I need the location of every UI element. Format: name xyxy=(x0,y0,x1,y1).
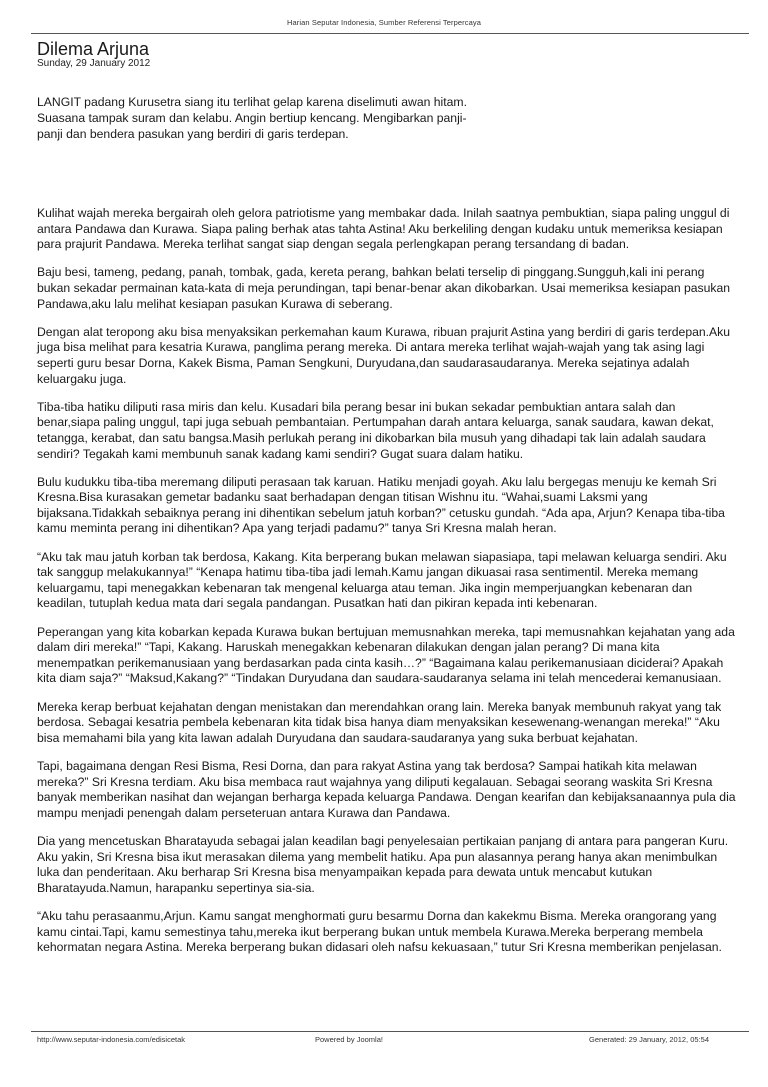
article-paragraph: Bulu kudukku tiba-tiba meremang diliputi perasaan tak karuan. Hatiku menjadi goyah. Aku lalu bergegas menuju ke kemah Sri Kresna.Bisa kurasakan gemetar badanku saat berhadapan dengan titisan Wishnu itu. “Wahai,suami Laksmi yang bijaksana.Tidakkah sebaiknya perang ini dihentikan sebelum jatuh korban?” cetusku gundah. “Ada apa, Arjun? Kenapa tiba-tiba kamu meminta perang ini dihentikan? Apa yang terjadi padamu?” tanya Sri Kresna malah heran. xyxy=(37,474,725,536)
article-title: Dilema Arjuna xyxy=(37,39,150,59)
article-paragraph: “Aku tahu perasaanmu,Arjun. Kamu sangat menghormati guru besarmu Dorna dan kakekmu Bisma. Mereka orangorang yang kamu cintai.Tapi, kamu semestinya tahu,mereka ikut berperang bukan untuk membela Kurawa.Mereka berperang membela kehormatan negara Astina. Mereka berperang bukan didasari oleh nafsu kekuasaan,” tutur Sri Kresna memberikan penjelasan. xyxy=(37,908,722,955)
article-lead: LANGIT padang Kurusetra siang itu terlihat gelap karena diselimuti awan hitam. Suasana tampak suram dan kelabu. Angin bertiup kencang. Mengibarkan panji-panji dan bendera pasukan yang berdiri di garis terdepan. xyxy=(37,95,467,141)
article-paragraph: Baju besi, tameng, pedang, panah, tombak, gada, kereta perang, bahkan belati terselip di pinggang.Sungguh,kali ini perang bukan sekadar permainan kata-kata di meja perundingan, tapi benar-benar akan dikobarkan. Usai memeriksa kesiapan pasukan Pandawa,aku lalu melihat kesiapan pasukan Kurawa di seberang. xyxy=(37,265,731,311)
article-paragraph: Tiba-tiba hatiku diliputi rasa miris dan kelu. Kusadari bila perang besar ini bukan sekadar pembuktian antara salah dan benar,siapa paling unggul, tapi juga sebuah pembantaian. Pertumpahan darah antara keluarga, sanak saudara, kawan dekat, tetangga, kerabat, dan satu bangsa.Masih perlukah perang ini dikobarkan bila musuh yang dihadapi tak lain adalah saudara sendiri? Tegakah kami membunuh sanak kadang kami sendiri? Gugat suara dalam hatiku. xyxy=(37,399,714,461)
footer-powered-by: Powered by Joomla! xyxy=(315,1035,383,1044)
article-body xyxy=(37,206,737,968)
footer-url-link[interactable]: http://www.seputar-indonesia.com/edisicetak xyxy=(37,1035,185,1044)
site-tagline: Harian Seputar Indonesia, Sumber Referensi Terpercaya xyxy=(286,18,481,27)
article-date: Sunday, 29 January 2012 xyxy=(37,58,151,69)
header-divider xyxy=(31,33,749,34)
footer-generated-timestamp: Generated: 29 January, 2012, 05:54 xyxy=(589,1035,709,1044)
article-paragraph: Dia yang mencetuskan Bharatayuda sebagai jalan keadilan bagi penyelesaian pertikaian panjang di antara para pangeran Kuru. Aku yakin, Sri Kresna bisa ikut merasakan dilema yang membelit hatiku. Apa pun alasannya perang hanya akan menimbulkan luka dan penderitaan. Aku berharap Sri Kresna bisa menyampaikan kepada para dewata untuk mencabut kutukan Bharatayuda.Namun, harapanku sepertinya sia-sia. xyxy=(37,833,729,895)
article-paragraph: Tapi, bagaimana dengan Resi Bisma, Resi Dorna, dan para rakyat Astina yang tak berdosa? Sampai hatikah kita melawan mereka?” Sri Kresna terdiam. Aku bisa membaca raut wajahnya yang diliputi kegalauan. Sebagai seorang waskita Sri Kresna banyak memberikan nasihat dan wejangan berharga kepada keluarga Pandawa. Dengan kearifan dan kebijaksanaannya pula dia mampu menjadi penengah dalam perseteruan antara Kurawa dan Pandawa. xyxy=(37,758,736,820)
article-paragraph: “Aku tak mau jatuh korban tak berdosa, Kakang. Kita berperang bukan melawan siapasiapa, tapi melawan keluarga sendiri. Aku tak sanggup melakukannya!” “Kenapa hatimu tiba-tiba jadi lemah.Kamu jangan dikuasai rasa sentimentil. Mereka memang keluargamu, tapi menegakkan kebenaran tak mengenal keluarga atau teman. Jika ingin memperjuangkan kebenaran dan keadilan, tutuplah kedua mata dari segala pandangan. Pusatkan hati dan pikiran kepada inti kebenaran. xyxy=(37,549,727,611)
article-paragraph: Mereka kerap berbuat kejahatan dengan menistakan dan merendahkan orang lain. Mereka banyak membunuh rakyat yang tak berdosa. Sebagai kesatria pembela kebenaran kita tidak bisa hanya diam menyaksikan kesewenang-wenangan mereka!” “Aku bisa memahami bila yang kita lawan adalah Duryudana dan saudara-saudaranya yang suka berbuat kejahatan. xyxy=(37,699,722,745)
article-paragraph: Peperangan yang kita kobarkan kepada Kurawa bukan bertujuan memusnahkan mereka, tapi memusnahkan kejahatan yang ada dalam diri mereka!” “Tapi, Kakang. Haruskah menegakkan kebenaran dilakukan dengan jalan perang? Di mana kita menempatkan perikemanusiaan yang berdasarkan pada cinta kasih…?” “Bagaimana kalau perikemanusiaan diciderai? Apakah kita diam saja?” “Maksud,Kakang?” “Tindakan Duryudana dan saudara-saudaranya selama ini telah mencederai kemanusiaan. xyxy=(37,624,735,686)
footer-divider xyxy=(31,1031,749,1032)
article-paragraph: Kulihat wajah mereka bergairah oleh gelora patriotisme yang membakar dada. Inilah saatnya pembuktian, siapa paling unggul di antara Pandawa dan Kurawa. Siapa paling berhak atas tahta Astina! Aku berkeliling dengan kudaku untuk memeriksa kesiapan para prajurit Pandawa. Mereka terlihat sangat siap dengan segala perlengkapan perang tersandang di badan. xyxy=(37,206,730,252)
article-paragraph: Dengan alat teropong aku bisa menyaksikan perkemahan kaum Kurawa, ribuan prajurit Astina yang berdiri di garis terdepan.Aku juga bisa melihat para kesatria Kurawa, panglima perang mereka. Di antara mereka terlihat wajah-wajah yang tak asing lagi seperti guru besar Dorna, Kakek Bisma, Paman Sengkuni, Duryudana,dan saudarasaudaranya. Mereka sejatinya adalah keluargaku juga. xyxy=(37,324,731,386)
